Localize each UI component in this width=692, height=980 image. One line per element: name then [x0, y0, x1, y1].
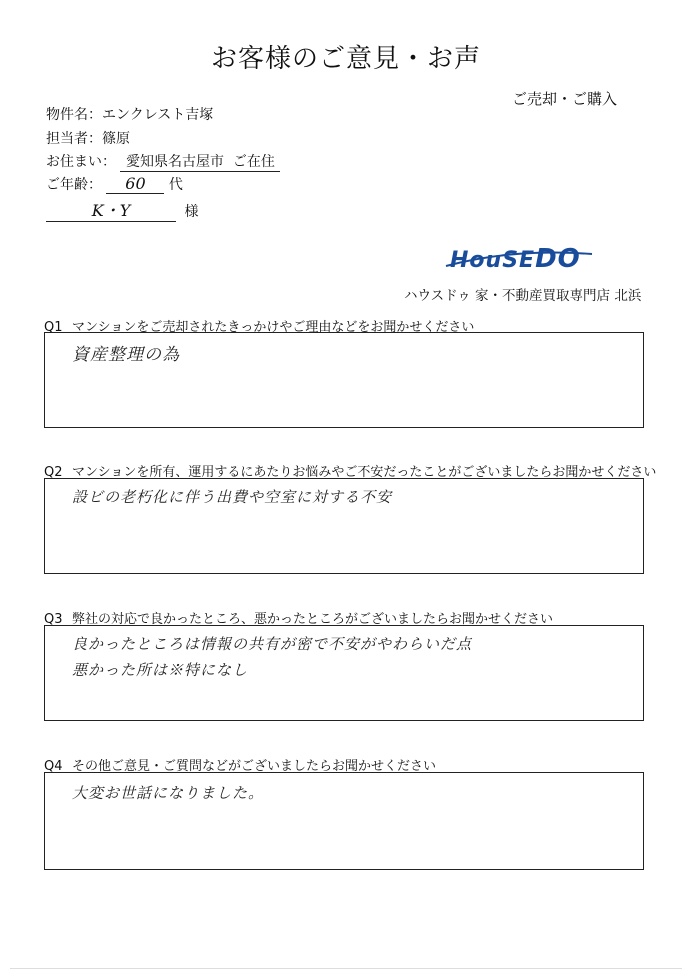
property-row: [46, 104, 213, 124]
address-label: お住まい：: [46, 154, 116, 170]
property-value: エンクレスト吉塚: [102, 107, 214, 123]
transaction-type-label: ご売却・ご購入: [512, 90, 618, 108]
address-field: [120, 151, 280, 172]
question-text: 弊社の対応で良かったところ、悪かったところがございましたらお聞かせください: [72, 612, 554, 627]
staff-label: 担当者：: [46, 131, 102, 147]
age-row: [46, 174, 183, 194]
address-value: 愛知県名古屋市: [126, 154, 224, 170]
answer-3-line-2: 悪かった所は※特になし: [72, 661, 249, 679]
company-logo: [450, 244, 581, 274]
page-title: お客様のご意見・お声: [210, 44, 481, 74]
age-suffix: 代: [168, 177, 183, 193]
staff-value: 篠原: [102, 131, 130, 147]
address-row: [46, 151, 280, 172]
name-value: K・Y: [46, 198, 176, 222]
logo-text-do: DO: [535, 244, 581, 274]
page-bottom-divider: [10, 968, 682, 969]
age-value: 60: [106, 174, 164, 194]
answer-1-line-1: 資産整理の為: [72, 345, 180, 365]
name-row: [46, 198, 198, 222]
property-label: 物件名：: [46, 107, 102, 123]
question-text: マンションをご売却されたきっかけやご理由などをお聞かせください: [72, 320, 475, 335]
question-number: Q4: [44, 759, 63, 774]
answer-2-line-1: 設ビの老朽化に伴う出費や空室に対する不安: [72, 488, 393, 506]
store-name: ハウスドゥ 家・不動産買取専門店 北浜: [404, 288, 642, 304]
age-label: ご年齢：: [46, 177, 102, 193]
question-number: Q3: [44, 612, 63, 627]
question-text: マンションを所有、運用するにあたりお悩みやご不安だったことがございましたらお聞かせください: [72, 465, 657, 480]
question-text: その他ご意見・ご質問などがございましたらお聞かせください: [72, 759, 437, 774]
address-suffix: ご在住: [232, 154, 275, 170]
staff-row: [46, 128, 130, 148]
answer-4-line-1: 大変お世話になりました。: [72, 784, 265, 802]
answer-3-line-1: 良かったところは情報の共有が密で不安がやわらいだ点: [72, 635, 473, 653]
logo-text-house: HouSE: [450, 248, 536, 273]
question-number: Q1: [44, 320, 63, 335]
question-number: Q2: [44, 465, 63, 480]
name-suffix: 様: [184, 204, 199, 220]
